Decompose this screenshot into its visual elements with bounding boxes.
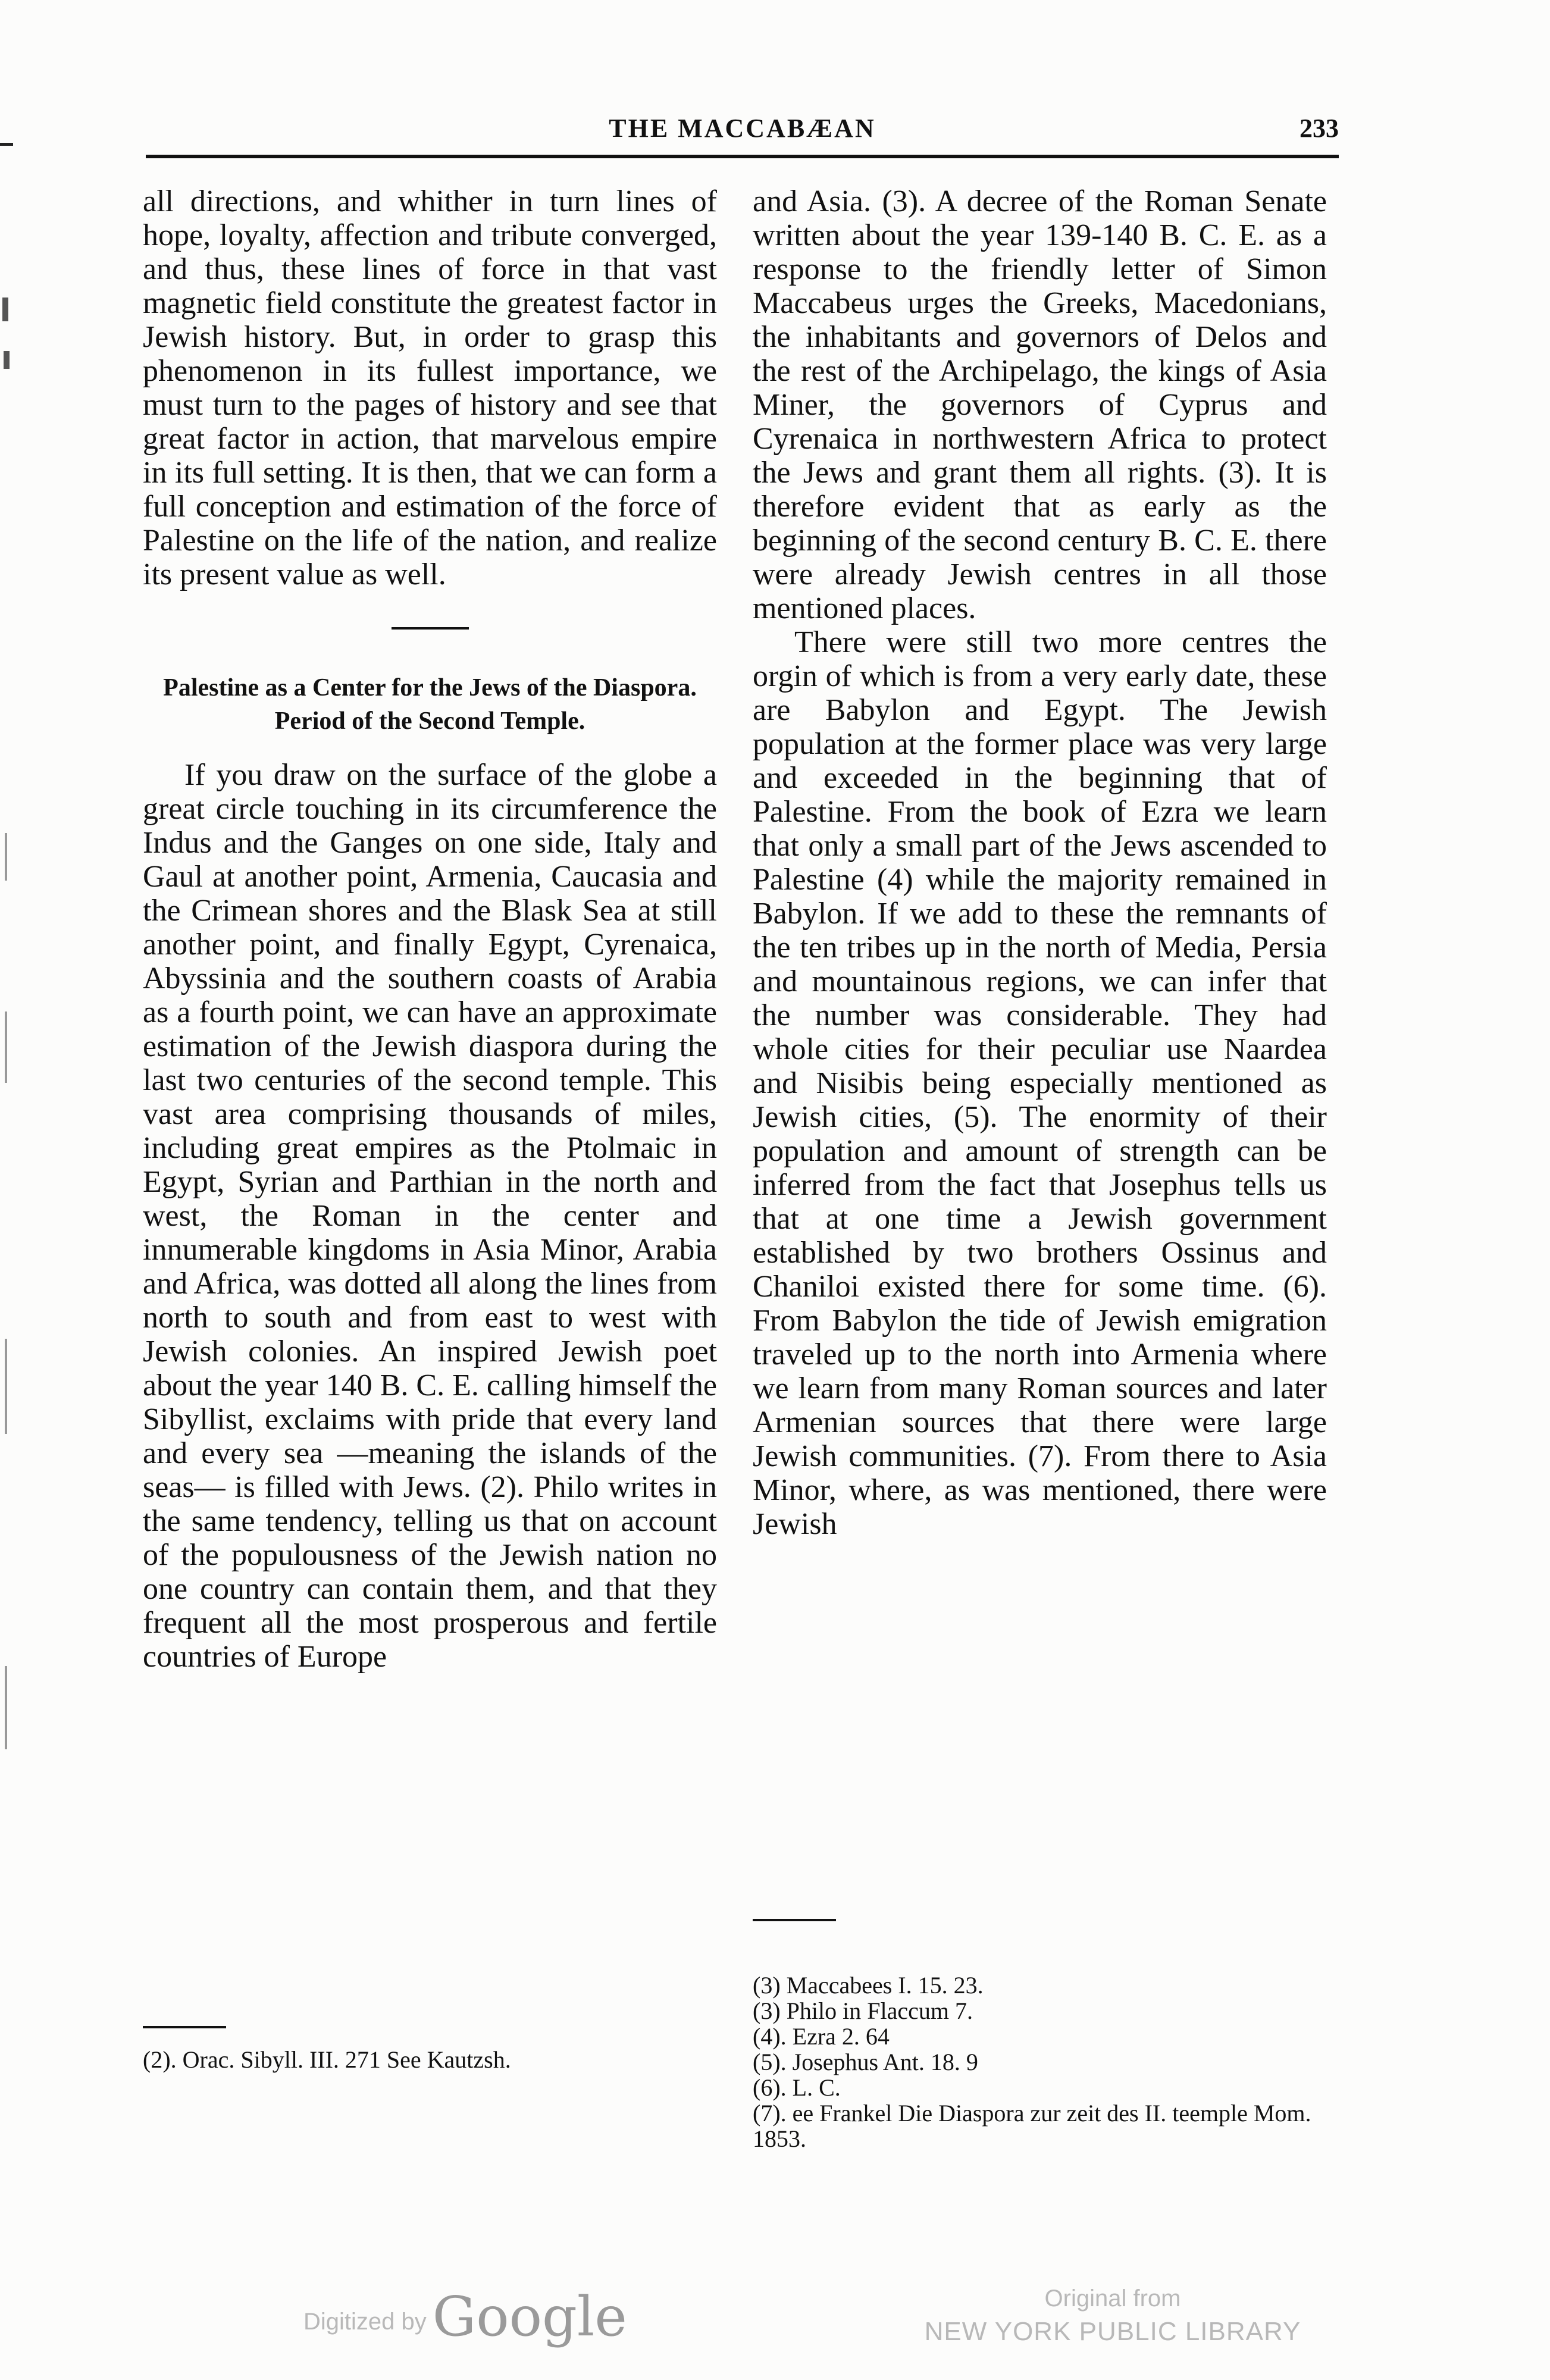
google-logo: Google (432, 2285, 627, 2348)
right-paragraph-1: and Asia. (3). A decree of the Roman Senate written about the year 139-140 B. C. E. as a response to the friendly letter of Simon Maccabeus urges the Greeks, Macedonians, the inhabitants and governors of Delos and the rest of the Archipelago, the kings of Asia Miner, the governors of Cyprus and Cyrenaica in northwestern Africa to protect the Jews and grant them all rights. (3). It is therefore evident that as early as the beginning of the second century B. C. E. there were already Jewish centres in all those mentioned places. (753, 184, 1327, 625)
running-title: THE MACCABÆAN (609, 114, 876, 143)
header-rule (146, 155, 1339, 158)
footnote-6: (6). L. C. (753, 2074, 841, 2101)
footnote-7: (7). ee Frankel Die Diaspora zur zeit des II. teemple Mom. 1853. (753, 2100, 1311, 2152)
original-from-label: Original from (1044, 2285, 1181, 2312)
binding-edge-marks (0, 119, 18, 2202)
footnote-3b: (3) Philo in Flaccum 7. (753, 1997, 973, 2024)
right-paragraph-2: There were still two more centres the orgin of which is from a very early date, these are Babylon and Egypt. The Jewish population at the former place was very large and exceeded in the beginning that of Palestine. From the book of Ezra we learn that only a small part of the Jews ascended to Palestine (4) while the majority remained in Babylon. If we add to these the remnants of the ten tribes up in the north of Media, Persia and mountainous regions, we can infer that the number was considerable. They had whole cities for their peculiar use Naardea and Nisibis being especially mentioned as Jewish cities, (5). The enormity of their population and amount of strength can be inferred from the fact that Josephus tells us that at one time a Jewish government established by two brothers Ossinus and Chaniloi existed there for some time. (6). From Babylon the tide of Jewish emigration traveled up to the north into Armenia where we learn from many Roman sources and later Armenian sources that there were large Jewish communities. (7). From there to Asia Minor, where, as was mentioned, there were Jewish (753, 625, 1327, 1541)
footnote-3a: (3) Maccabees I. 15. 23. (753, 1972, 984, 1999)
library-name: NEW YORK PUBLIC LIBRARY (924, 2317, 1301, 2346)
left-footnotes (143, 2047, 717, 2072)
section-divider (392, 627, 469, 630)
section-heading: Palestine as a Center for the Jews of the Diaspora. Period of the Second Temple. (163, 674, 697, 735)
left-footnote-rule (143, 2026, 226, 2028)
running-header (146, 113, 1339, 155)
digitized-by-watermark (303, 2285, 627, 2348)
library-watermark (904, 2282, 1321, 2348)
footnote-4: (4). Ezra 2. 64 (753, 2023, 890, 2050)
right-footnotes (753, 1972, 1327, 2152)
left-paragraph-2: If you draw on the surface of the globe a great circle touching in its circumference the Indus and the Ganges on one side, Italy and Gaul at another point, Armenia, Caucasia and the Crimean shores and the Blask Sea at still another point, and finally Egypt, Cyrenaica, Abyssinia and the southern coasts of Arabia as a fourth point, we can have an approximate estimation of the Jewish diaspora during the last two centuries of the second temple. This vast area comprising thousands of miles, including great empires as the Ptolmaic in Egypt, Syrian and Parthian in the north and west, the Roman in the center and innumerable kingdoms in Asia Minor, Arabia and Africa, was dotted all along the lines from north to south and from east to west with Jewish colonies. An inspired Jewish poet about the year 140 B. C. E. calling himself the Sibyllist, exclaims with pride that every land and every sea —meaning the islands of the seas— is filled with Jews. (2). Philo writes in the same tendency, telling us that on account of the populousness of the Jewish nation no one country can contain them, and that they frequent all the most prosperous and fertile countries of Europe (143, 758, 717, 1674)
footnote-5: (5). Josephus Ant. 18. 9 (753, 2049, 978, 2075)
digitized-by-label: Digitized by (303, 2309, 427, 2335)
left-paragraph-1: all directions, and whither in turn lines of hope, loyalty, affection and tribute converged, and thus, these lines of force in that vast magnetic field constitute the greatest factor in Jewish history. But, in order to grasp this phenomenon in its fullest importance, we must turn to the pages of history and see that great factor in action, that marvelous empire in its full setting. It is then, that we can form a full conception and estimation of the force of Palestine on the life of the nation, and realize its present value as well. (143, 184, 717, 591)
right-footnote-rule (753, 1919, 836, 1921)
page-number: 233 (1300, 114, 1339, 143)
footnote-2: (2). Orac. Sibyll. III. 271 See Kautzsh. (143, 2046, 511, 2073)
left-column (143, 184, 717, 1674)
right-column (753, 184, 1327, 1541)
